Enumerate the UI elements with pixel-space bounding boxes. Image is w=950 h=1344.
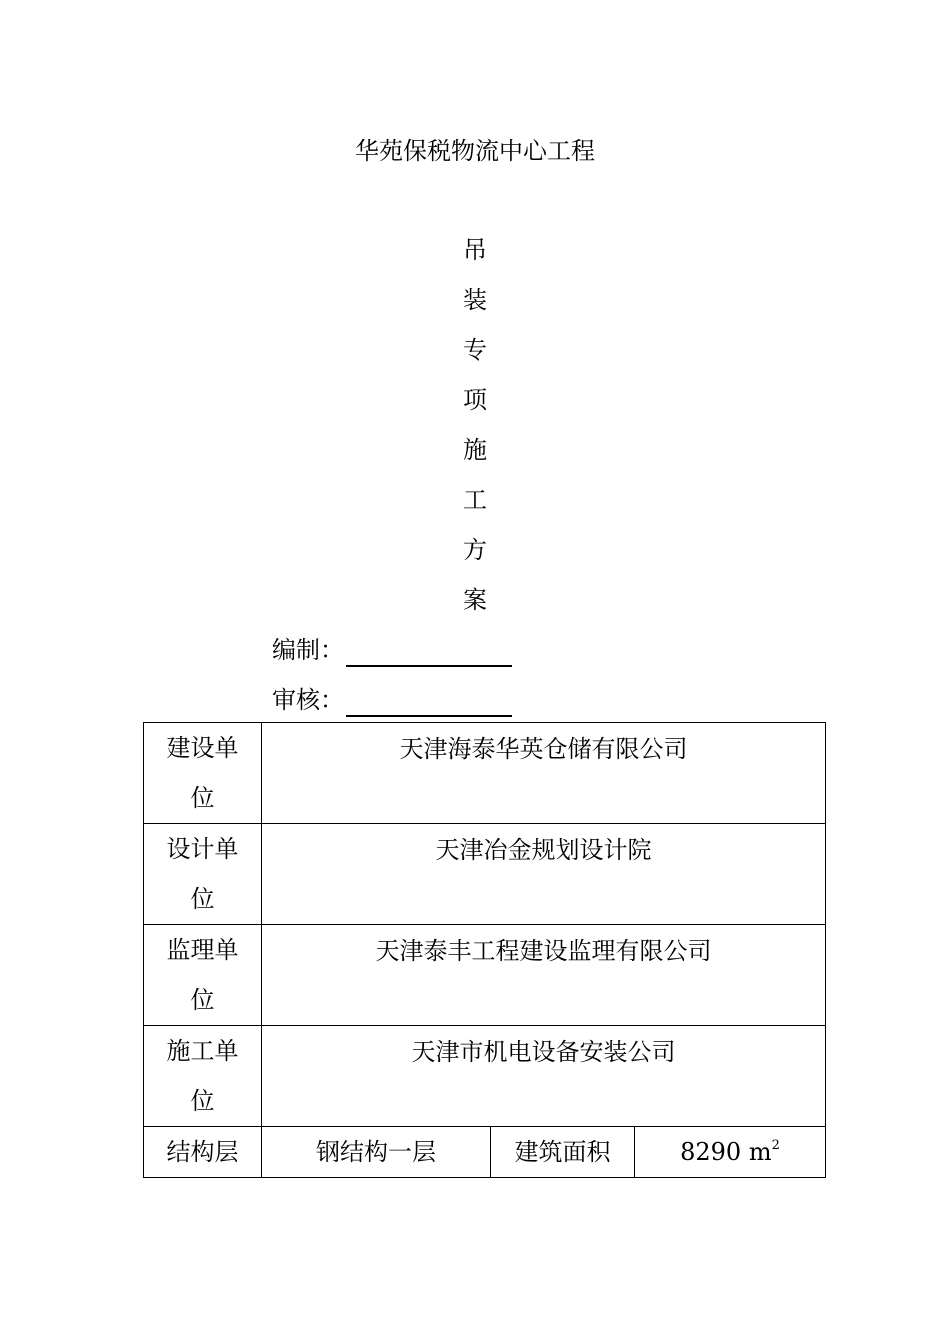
construction-unit-value: 天津海泰华英仓储有限公司 xyxy=(262,723,826,824)
reviewed-by-signature-line xyxy=(346,682,512,717)
project-info-table xyxy=(143,722,826,1178)
contractor-unit-label: 施工单 位 xyxy=(144,1026,262,1127)
title-char: 方 xyxy=(463,536,487,564)
title-char: 装 xyxy=(463,286,487,314)
compiled-by-row xyxy=(272,632,512,668)
structure-label: 结构层 xyxy=(144,1127,262,1178)
table-row-construction-unit xyxy=(144,723,826,824)
supervision-unit-value: 天津泰丰工程建设监理有限公司 xyxy=(262,925,826,1026)
contractor-unit-value: 天津市机电设备安装公司 xyxy=(262,1026,826,1127)
area-value xyxy=(635,1127,826,1178)
title-char: 施 xyxy=(463,436,487,464)
table-row-contractor-unit xyxy=(144,1026,826,1127)
title-char: 案 xyxy=(463,586,487,614)
table-row-supervision-unit xyxy=(144,925,826,1026)
reviewed-by-label: 审核： xyxy=(272,686,344,714)
title-char: 项 xyxy=(463,386,487,414)
title-char: 专 xyxy=(463,336,487,364)
area-label: 建筑面积 xyxy=(491,1127,635,1178)
compiled-by-signature-line xyxy=(346,632,512,667)
title-char: 工 xyxy=(463,486,487,514)
supervision-unit-label: 监理单 位 xyxy=(144,925,262,1026)
structure-value: 钢结构一层 xyxy=(262,1127,491,1178)
title-char: 吊 xyxy=(463,236,487,264)
compiled-by-label: 编制： xyxy=(272,636,344,664)
design-unit-label: 设计单 位 xyxy=(144,824,262,925)
table-row-design-unit xyxy=(144,824,826,925)
design-unit-value: 天津冶金规划设计院 xyxy=(262,824,826,925)
document-title-vertical xyxy=(450,230,500,630)
table-row-structure xyxy=(144,1127,826,1178)
area-unit-superscript: 2 xyxy=(771,1138,780,1153)
construction-unit-label: 建设单 位 xyxy=(144,723,262,824)
reviewed-by-row xyxy=(272,682,512,718)
area-value-number: 8290 m xyxy=(680,1138,772,1166)
project-title: 华苑保税物流中心工程 xyxy=(355,137,595,165)
